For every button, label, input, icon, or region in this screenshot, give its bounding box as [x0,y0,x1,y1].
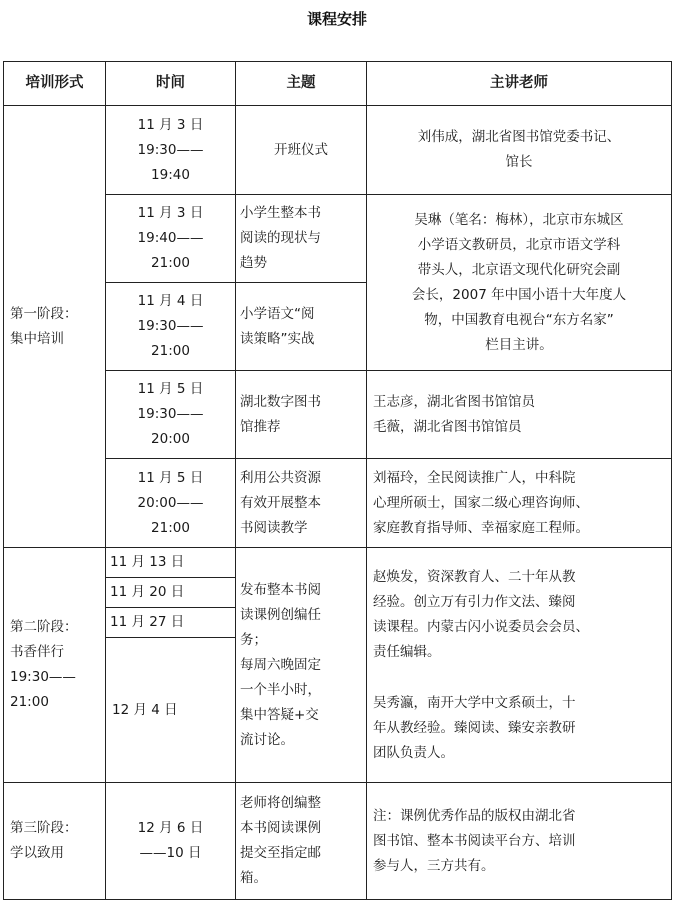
time-cell: 11 月 3 日 19:30—— 19:40 [106,106,236,195]
teacher-cell: 吴琳（笔名：梅林），北京市东城区 小学语文教研员，北京市语文学科 带头人，北京语文现代化研究会副 会长，2007 年中国小语十大年度人 物，中国教育电视台“东方名家” 栏目主讲。 [367,195,672,371]
time-cell: 12 月 4 日 [106,638,236,783]
teacher-wu: 吴秀瀛，南开大学中文系硕士，十 年从教经验。臻阅读、臻安亲教研 团队负责人。 [373,694,576,761]
table-row [4,783,672,900]
topic-cell: 小学生整本书 阅读的现状与 趋势 [236,195,367,283]
time-cell: 11 月 13 日 [106,548,236,578]
teacher-cell: 刘伟成，湖北省图书馆党委书记、 馆长 [367,106,672,195]
time-cell: 11 月 5 日 20:00—— 21:00 [106,459,236,548]
spacer [373,665,665,691]
time-cell: 12 月 6 日 ——10 日 [106,783,236,900]
teacher-zhao: 赵焕发，资深教育人、二十年从教 经验。创立万有引力作文法、臻阅 读课程。内蒙古闪小说委员会会员、 责任编辑。 [373,568,589,660]
header-time: 时间 [106,62,236,106]
table-header-row [4,62,672,106]
page-title: 课程安排 [306,10,367,28]
stage3-form: 第三阶段： 学以致用 [4,783,106,900]
stage2-form: 第二阶段： 书香伴行 19:30—— 21:00 [4,548,106,783]
time-cell: 11 月 20 日 [106,578,236,608]
table-row [4,548,672,578]
header-teacher: 主讲老师 [367,62,672,106]
teacher-cell [367,548,672,783]
teacher-cell: 注：课例优秀作品的版权由湖北省 图书馆、整本书阅读平台方、培训 参与人，三方共有。 [367,783,672,900]
topic-cell: 开班仪式 [236,106,367,195]
stage1-form: 第一阶段： 集中培训 [4,106,106,548]
topic-cell: 发布整本书阅 读课例创编任 务； 每周六晚固定 一个半小时， 集中答疑+交 流讨论。 [236,548,367,783]
topic-cell: 湖北数字图书 馆推荐 [236,371,367,459]
schedule-table [3,61,672,900]
time-cell: 11 月 5 日 19:30—— 20:00 [106,371,236,459]
teacher-cell: 刘福玲，全民阅读推广人，中科院 心理所硕士，国家二级心理咨询师、 家庭教育指导师、幸福家庭工程师。 [367,459,672,548]
topic-cell: 小学语文“阅 读策略”实战 [236,283,367,371]
time-cell: 11 月 3 日 19:40—— 21:00 [106,195,236,283]
time-cell: 11 月 4 日 19:30—— 21:00 [106,283,236,371]
teacher-cell: 王志彦，湖北省图书馆馆员 毛薇，湖北省图书馆馆员 [367,371,672,459]
time-cell: 11 月 27 日 [106,608,236,638]
topic-cell: 老师将创编整 本书阅读课例 提交至指定邮 箱。 [236,783,367,900]
table-row [4,106,672,195]
header-topic: 主题 [236,62,367,106]
header-form: 培训形式 [4,62,106,106]
topic-cell: 利用公共资源 有效开展整本 书阅读教学 [236,459,367,548]
